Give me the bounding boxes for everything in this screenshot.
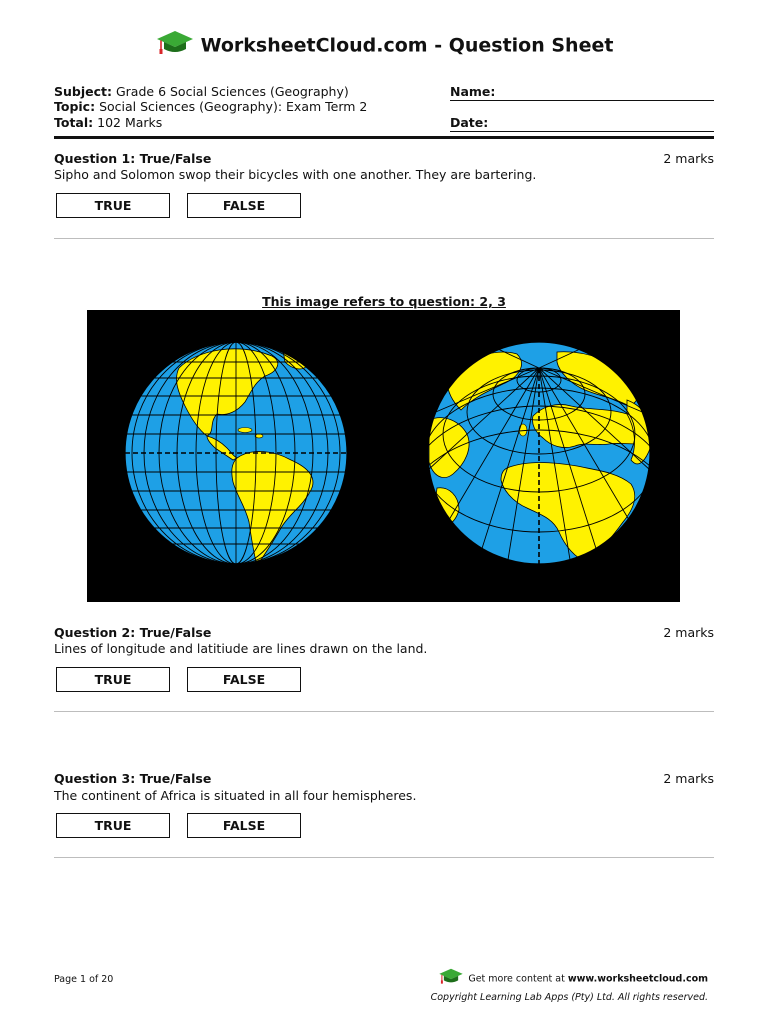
globe-africa-europe: [399, 342, 679, 602]
question-1-false-button[interactable]: FALSE: [187, 193, 301, 218]
question-2-title: Question 2: True/False: [54, 625, 212, 640]
footer-link[interactable]: www.worksheetcloud.com: [567, 973, 708, 985]
date-field[interactable]: [450, 115, 714, 132]
globes-figure: [87, 310, 680, 602]
page-header: [0, 30, 768, 61]
question-2-marks: 2 marks: [663, 625, 714, 640]
question-2-true-button[interactable]: TRUE: [56, 667, 170, 692]
question-3-marks: 2 marks: [663, 771, 714, 786]
question-2-false-button[interactable]: FALSE: [187, 667, 301, 692]
topic-value: Social Sciences (Geography): Exam Term 2: [99, 99, 368, 114]
footer-copyright: Copyright Learning Lab Apps (Pty) Ltd. All rights reserved.: [430, 992, 708, 1003]
footer-more-text: Get more content at: [468, 973, 568, 985]
question-1-marks: 2 marks: [663, 151, 714, 166]
total-value: 102 Marks: [97, 115, 163, 130]
name-field[interactable]: [450, 84, 714, 101]
subject-line: [54, 84, 349, 100]
topic-line: [54, 99, 367, 115]
footer-cap-icon: [438, 968, 464, 990]
question-1-text: Sipho and Solomon swop their bicycles with one another. They are bartering.: [54, 167, 537, 182]
total-label: Total:: [54, 115, 94, 130]
question-1-divider: [54, 238, 714, 239]
header-divider: [54, 136, 714, 139]
question-2-divider: [54, 711, 714, 712]
question-1-title: Question 1: True/False: [54, 151, 212, 166]
question-3-title: Question 3: True/False: [54, 771, 212, 786]
question-3-false-button[interactable]: FALSE: [187, 813, 301, 838]
question-3-true-button[interactable]: TRUE: [56, 813, 170, 838]
question-3-text: The continent of Africa is situated in all four hemispheres.: [54, 788, 417, 803]
subject-value: Grade 6 Social Sciences (Geography): [115, 84, 349, 99]
question-3-divider: [54, 857, 714, 858]
footer-credits: [431, 968, 708, 1005]
topic-label: Topic:: [54, 99, 96, 114]
figure-caption: This image refers to question: 2, 3: [262, 294, 506, 309]
subject-label: Subject:: [54, 84, 112, 99]
question-1-true-button[interactable]: TRUE: [56, 193, 170, 218]
date-label: Date:: [450, 115, 489, 130]
name-label: Name:: [450, 84, 496, 99]
page-number: Page 1 of 20: [54, 974, 114, 985]
question-2-text: Lines of longitude and latitiude are lines drawn on the land.: [54, 641, 428, 656]
page-title: WorksheetCloud.com - Question Sheet: [200, 34, 614, 57]
total-line: [54, 115, 162, 131]
graduation-cap-icon: [155, 30, 195, 61]
